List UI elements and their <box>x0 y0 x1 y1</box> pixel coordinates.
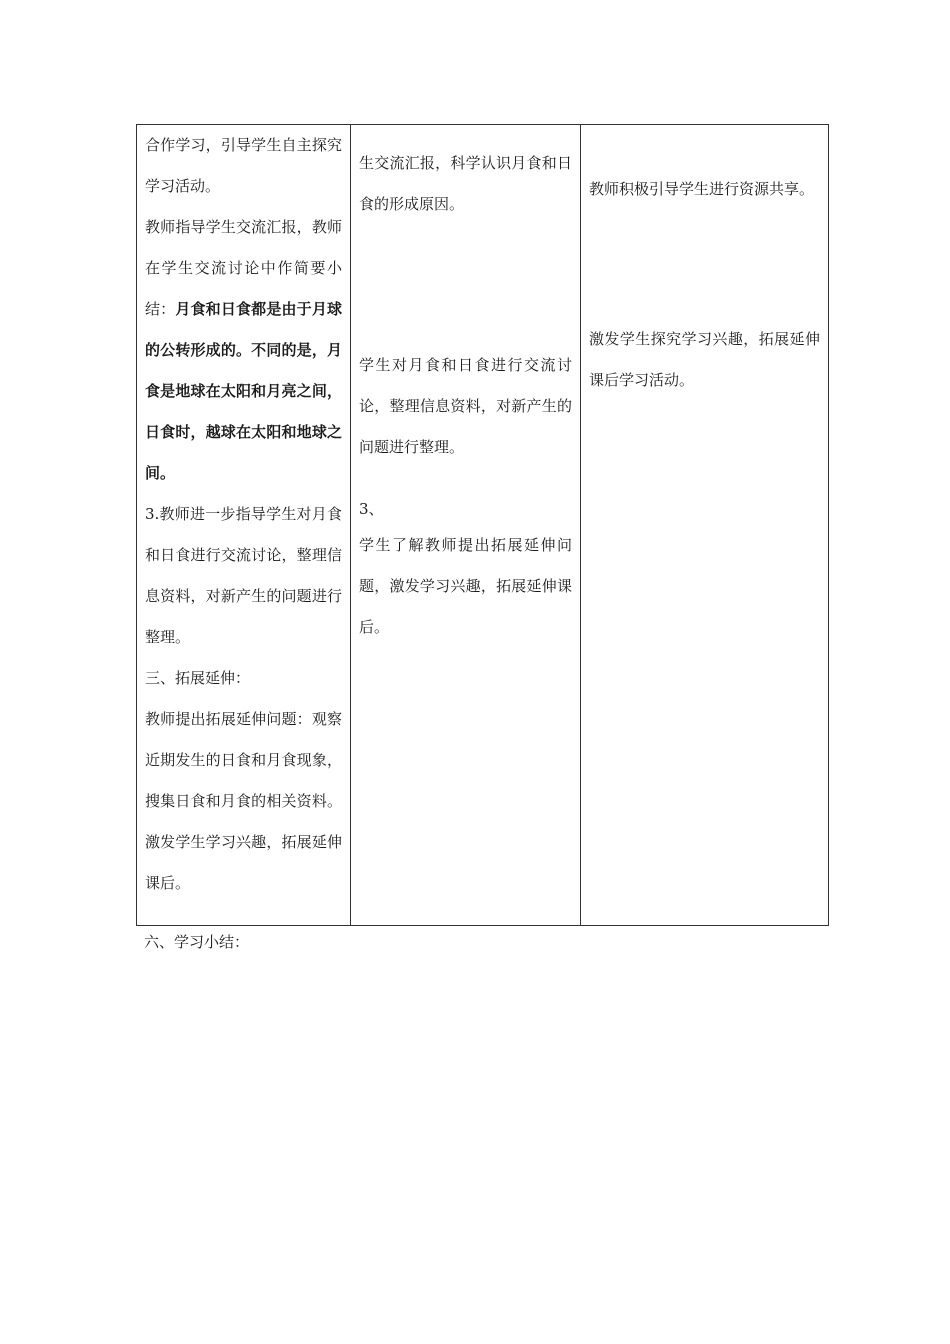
col1-para-4: 三、拓展延伸： <box>145 669 251 687</box>
learning-summary-heading: 六、学习小结： <box>144 933 250 951</box>
col2-para-3: 3、 <box>359 500 384 518</box>
col1-para-2-text: 教师指导学生交流汇报，教师在学生交流讨论中作简要小结： <box>145 218 342 318</box>
col2-para-1: 生交流汇报，科学认识月食和日食的形成原因。 <box>359 154 572 213</box>
col2-para-2: 学生对月食和日食进行交流讨论，整理信息资料，对新产生的问题进行整理。 <box>359 356 572 456</box>
col1-para-1: 合作学习，引导学生自主探究学习活动。 <box>145 136 342 195</box>
teacher-activity-cell <box>137 125 351 926</box>
col3-para-1: 教师积极引导学生进行资源共享。 <box>589 180 815 198</box>
design-intent-cell <box>581 125 829 926</box>
lesson-table <box>136 124 829 926</box>
col1-para-5: 教师提出拓展延伸问题：观察近期发生的日食和月食现象，搜集日食和月食的相关资料。激发学生学习兴趣，拓展延伸课后。 <box>145 710 342 892</box>
col2-para-4: 学生了解教师提出拓展延伸问题，激发学习兴趣，拓展延伸课后。 <box>359 536 572 636</box>
col1-para-3: 3.教师进一步指导学生对月食和日食进行交流讨论，整理信息资料，对新产生的问题进行整理。 <box>145 505 342 646</box>
table-row <box>137 125 829 926</box>
col3-para-2: 激发学生探究学习兴趣，拓展延伸课后学习活动。 <box>589 330 820 389</box>
col1-para-2 <box>145 207 342 494</box>
col1-summary-bold: 月食和日食都是由于月球的公转形成的。不同的是，月食是地球在太阳和月亮之间，日食时，越球在太阳和地球之间。 <box>145 300 342 482</box>
student-activity-cell <box>351 125 581 926</box>
